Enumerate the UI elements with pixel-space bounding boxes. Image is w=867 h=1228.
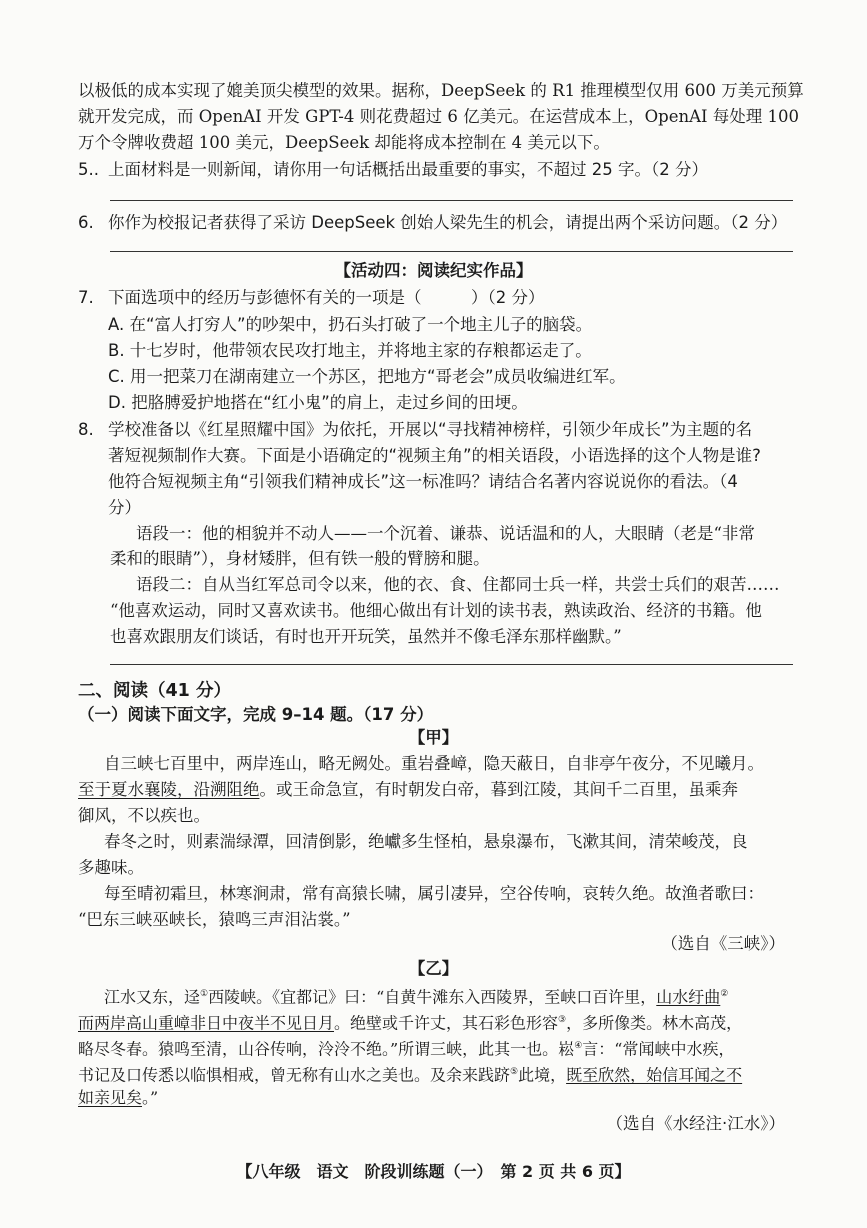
yi-line-1-a: 江水又东，迳 (104, 987, 201, 1007)
jia-line-1: 自三峡七百里中，两岸连山，略无阙处。重岩叠嶂，隐天蔽日，自非亭午夜分，不见曦月。 (104, 754, 764, 773)
yi-underlined-3: 既至欣然，始信耳闻之不 (566, 1065, 743, 1085)
q6-number: 6. (78, 213, 94, 232)
yi-underlined-2: 而两岸高山重嶂非日中夜半不见日月 (78, 1013, 335, 1033)
passage1-line-2: 柔和的眼睛”），身材矮胖，但有铁一般的臂膀和腿。 (110, 549, 490, 568)
yi-line-5-rest: 。” (142, 1088, 159, 1107)
q7-option-b[interactable]: B. 十七岁时，他带领农民攻打地主，并将地主家的存粮都运走了。 (108, 341, 592, 360)
yi-line-3 (78, 1035, 734, 1060)
yi-line-4 (78, 1061, 742, 1086)
yi-line-4-a: 书记及口传悉以临惧相戒，曾无称有山水之美也。及余来践跻 (78, 1065, 511, 1085)
yi-line-2-a: 。绝壁或千许丈，其石彩色形容 (334, 1013, 559, 1033)
footnote-3: ③ (558, 1015, 567, 1025)
q5-text: 上面材料是一则新闻，请你用一句话概括出最重要的事实，不超过 25 字。（2 分） (108, 160, 708, 179)
yi-line-3-a: 略尽冬春。猿鸣至清，山谷传响，泠泠不绝。”所谓三峡，此其一也。崧 (78, 1039, 575, 1059)
jia-source: （选自《三峡》） (661, 934, 785, 953)
news-line-2: 就开发完成，而 OpenAI 开发 GPT-4 则花费超过 6 亿美元。在运营成本上，OpenAI 每处理 100 (78, 107, 800, 126)
q7-option-d[interactable]: D. 把胳膊爱护地搭在“红小鬼”的肩上，走过乡间的田埂。 (108, 393, 528, 412)
jia-label: 【甲】 (408, 728, 459, 747)
footnote-5: ⑤ (510, 1067, 519, 1077)
yi-line-3-b: 言：“常闻峡中水疾， (582, 1039, 735, 1059)
yi-underlined-4: 如亲见矣 (78, 1088, 143, 1107)
q7-option-a[interactable]: A. 在“富人打穷人”的吵架中，扔石头打破了一个地主儿子的脑袋。 (108, 315, 593, 334)
q8-line-3: 他符合短视频主角“引领我们精神成长”这一标准吗？请结合名著内容说说你的看法。（4 (108, 472, 738, 491)
jia-line-5: 多趣味。 (78, 858, 144, 877)
yi-line-2 (78, 1009, 742, 1034)
yi-line-1 (104, 983, 728, 1008)
q8-line-2: 著短视频制作大赛。下面是小语确定的“视频主角”的相关语段，小语选择的这个人物是谁? (108, 446, 761, 465)
page-footer: 【八年级 语文 阶段训练题（一） 第 2 页 共 6 页】 (236, 1162, 631, 1181)
q8-answer-line[interactable] (110, 664, 793, 665)
yi-label: 【乙】 (408, 959, 459, 978)
q7-number: 7. (78, 288, 94, 307)
q6-answer-line[interactable] (110, 251, 793, 252)
jia-line-7: “巴东三峡巫峡长，猿鸣三声泪沾裳。” (78, 910, 351, 929)
jia-line-2 (78, 779, 738, 801)
yi-source: （选自《水经注·江水》） (606, 1114, 785, 1133)
footnote-4: ④ (574, 1041, 583, 1051)
passage2-line-3: 也喜欢跟朋友们谈话，有时也开开玩笑，虽然并不像毛泽东那样幽默。” (110, 627, 622, 646)
q7-text: 下面选项中的经历与彭德怀有关的一项是（ ）（2 分） (108, 288, 545, 307)
jia-line-2-rest: 。或王命急宣，有时朝发白帝，暮到江陵，其间千二百里，虽乘奔 (259, 780, 738, 799)
section2-subtitle: （一）阅读下面文字，完成 9–14 题。（17 分） (78, 705, 434, 724)
news-line-1: 以极低的成本实现了媲美顶尖模型的效果。据称，DeepSeek 的 R1 推理模型仅用 600 万美元预算 (78, 81, 804, 100)
footnote-1: ① (200, 989, 209, 999)
jia-line-6: 每至晴初霜旦，林寒涧肃，常有高猿长啸，属引凄异，空谷传响，哀转久绝。故渔者歌曰： (104, 884, 764, 903)
q8-number: 8. (78, 420, 94, 439)
jia-underlined-sentence: 至于夏水襄陵，沿溯阻绝 (78, 780, 260, 799)
yi-line-4-b: 此境， (518, 1065, 567, 1085)
jia-line-4: 春冬之时，则素湍绿潭，回清倒影，绝巘多生怪柏，悬泉瀑布，飞漱其间，清荣峻茂，良 (104, 832, 748, 851)
passage1-line-1: 语段一：他的相貌并不动人——一个沉着、谦恭、说话温和的人，大眼睛（老是“非常 (136, 524, 755, 543)
q5-answer-line[interactable] (110, 200, 793, 201)
q8-line-1: 学校准备以《红星照耀中国》为依托，开展以“寻找精神榜样，引领少年成长”为主题的名 (108, 420, 753, 439)
yi-line-1-b: 西陵峡。《宜都记》曰：“自黄牛滩东入西陵界，至峡口百许里， (208, 987, 657, 1007)
yi-underlined-1: 山水纡曲 (656, 987, 721, 1007)
yi-line-5 (78, 1087, 158, 1109)
q8-line-4: 分） (108, 498, 141, 517)
yi-line-2-b: ，多所像类。林木高茂， (566, 1013, 743, 1033)
section2-title: 二、阅读（41 分） (78, 681, 231, 701)
q5-number: 5.. (78, 160, 99, 179)
q7-option-c[interactable]: C. 用一把菜刀在湖南建立一个苏区，把地方“哥老会”成员收编进红军。 (108, 367, 626, 386)
passage2-line-1: 语段二：自从当红军总司令以来，他的衣、食、住都同士兵一样，共尝士兵们的艰苦…… (136, 575, 780, 594)
passage2-line-2: “他喜欢运动，同时又喜欢读书。他细心做出有计划的读书表，熟读政治、经济的书籍。他 (110, 601, 762, 620)
activity4-heading: 【活动四：阅读纪实作品】 (334, 261, 533, 280)
news-line-3: 万个令牌收费超 100 美元，DeepSeek 却能将成本控制在 4 美元以下。 (78, 133, 610, 152)
footnote-2: ② (720, 989, 729, 999)
jia-line-3: 御风，不以疾也。 (78, 806, 210, 825)
q6-text: 你作为校报记者获得了采访 DeepSeek 创始人梁先生的机会，请提出两个采访问题。（2 分） (108, 213, 788, 232)
